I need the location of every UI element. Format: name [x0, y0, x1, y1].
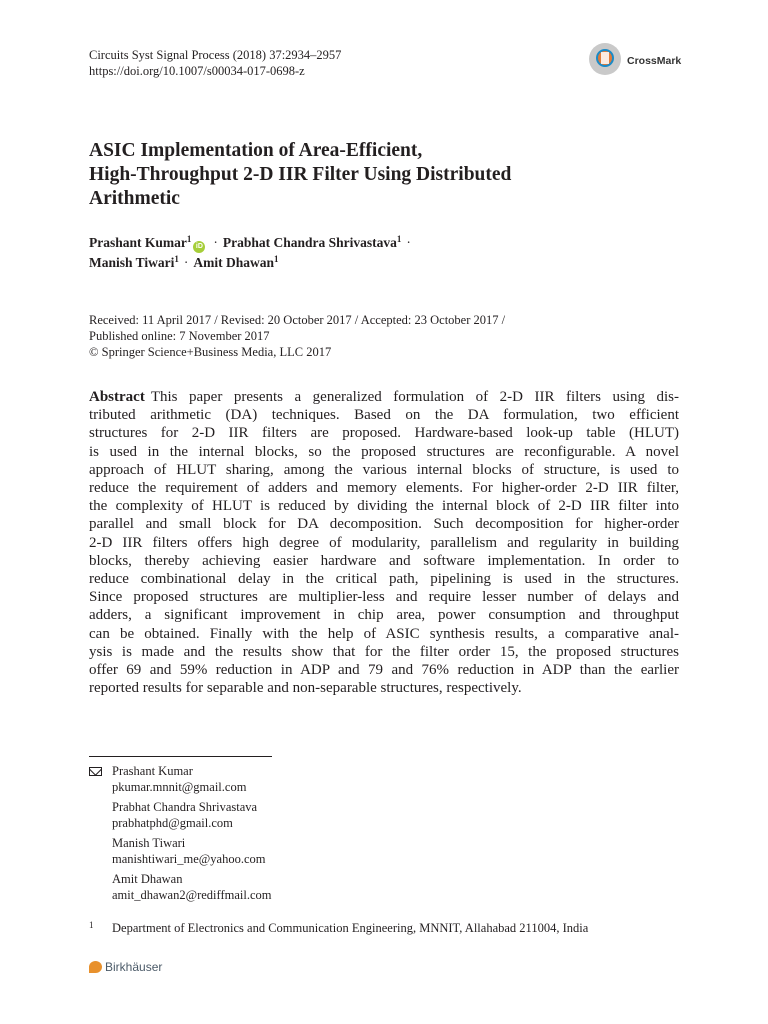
- title-line: ASIC Implementation of Area-Efficient,: [89, 140, 423, 161]
- envelope-icon: [89, 767, 102, 776]
- abstract-line: reduce combinational delay in the critical path, pipelining is used in the structures.: [89, 571, 679, 588]
- author-name[interactable]: Manish Tiwari: [89, 255, 175, 270]
- abstract-line: parallel and small block for DA decomposition. Such decomposition for higher-order: [89, 516, 679, 533]
- copyright-line: © Springer Science+Business Media, LLC 2017: [89, 345, 332, 359]
- doi-link[interactable]: https://doi.org/10.1007/s00034-017-0698-z: [89, 64, 305, 78]
- affiliation-number: 1: [89, 920, 94, 930]
- abstract-line: adders, a significant improvement in chip area, power consumption and throughput: [89, 607, 679, 624]
- abstract-line: 2-D IIR filters offers high degree of modularity, parallelism and regularity in building: [89, 534, 679, 551]
- title-line: High-Throughput 2-D IIR Filter Using Distributed: [89, 164, 512, 185]
- contact-name: Prashant Kumar: [112, 764, 193, 778]
- abstract-label: Abstract: [89, 389, 145, 405]
- contact-name: Amit Dhawan: [112, 872, 183, 886]
- dates-line: Published online: 7 November 2017: [89, 329, 270, 343]
- orcid-icon[interactable]: iD: [193, 241, 205, 253]
- author-name[interactable]: Amit Dhawan: [193, 255, 275, 270]
- author-affiliation-mark: 1: [396, 234, 402, 244]
- publisher-logo: [89, 960, 162, 974]
- dates-line: Received: 11 April 2017 / Revised: 20 October 2017 / Accepted: 23 October 2017 /: [89, 313, 506, 327]
- contact-entry: [89, 800, 272, 831]
- abstract-line: Since proposed structures are multiplier-less and require lesser number of delays and: [89, 589, 679, 606]
- author-separator: ·: [406, 235, 411, 250]
- author-affiliation-mark: 1: [186, 234, 192, 244]
- author-name[interactable]: Prashant Kumar: [89, 235, 187, 250]
- abstract-line: This paper presents a generalized formulation of 2-D IIR filters using dis-: [150, 389, 679, 405]
- contact-entry: [89, 836, 272, 867]
- abstract-line: the complexity of HLUT is reduced by dividing the internal block of 2-D IIR filter into: [89, 498, 679, 515]
- author-name[interactable]: Prabhat Chandra Shrivastava: [222, 235, 397, 250]
- author-list: [89, 233, 416, 272]
- contact-list: [89, 764, 272, 908]
- title-line: Arithmetic: [89, 188, 180, 209]
- abstract-line: ysis is made and the results show that for the filter order 15, the proposed structures: [89, 643, 679, 660]
- author-affiliation-mark: 1: [274, 254, 279, 264]
- birkhauser-logo-icon: [89, 961, 102, 973]
- contact-entry: [89, 872, 272, 903]
- affiliation-footnote: [89, 917, 588, 936]
- abstract-line: is used in the internal blocks, so the proposed structures are reconfigurable. A novel: [89, 443, 679, 460]
- abstract-line: offer 69 and 59% reduction in ADP and 79 and 76% reduction in ADP than the earlier: [89, 662, 679, 679]
- abstract-line: blocks, thereby achieving easier hardware and software implementation. In order to: [89, 552, 679, 569]
- abstract-block: [89, 388, 679, 697]
- contact-entry: [89, 764, 272, 795]
- contact-email[interactable]: pkumar.mnnit@gmail.com: [112, 779, 247, 794]
- contact-email[interactable]: amit_dhawan2@rediffmail.com: [112, 887, 272, 902]
- publication-dates: [89, 312, 505, 360]
- crossmark-label: CrossMark: [627, 55, 682, 67]
- journal-citation: Circuits Syst Signal Process (2018) 37:2934–2957: [89, 48, 342, 62]
- abstract-line: tributed arithmetic (DA) techniques. Based on the DA formulation, two efficient: [89, 407, 679, 424]
- author-affiliation-mark: 1: [174, 254, 179, 264]
- abstract-line: structures for 2-D IIR filters are proposed. Hardware-based look-up table (HLUT): [89, 425, 679, 442]
- crossmark-badge[interactable]: [589, 43, 689, 81]
- contact-email[interactable]: prabhatphd@gmail.com: [112, 815, 233, 830]
- abstract-line: reported results for separable and non-separable structures, respectively.: [89, 680, 522, 697]
- abstract-line: approach of HLUT sharing, among the various internal blocks of structure, is used to: [89, 461, 679, 478]
- journal-header: [89, 47, 341, 79]
- contact-name: Prabhat Chandra Shrivastava: [112, 800, 258, 814]
- publisher-name: Birkhäuser: [105, 960, 163, 974]
- contact-email[interactable]: manishtiwari_me@yahoo.com: [112, 851, 266, 866]
- author-separator: ·: [183, 255, 189, 270]
- paper-title: [89, 139, 689, 211]
- abstract-line: can be obtained. Finally with the help of ASIC synthesis results, a comparative anal-: [89, 625, 679, 642]
- crossmark-icon: [589, 43, 621, 75]
- affiliation-text: Department of Electronics and Communication Engineering, MNNIT, Allahabad 211004, India: [112, 921, 589, 935]
- abstract-line: reduce the requirement of adders and memory elements. For higher-order 2-D IIR filter,: [89, 480, 679, 497]
- author-separator: ·: [213, 235, 218, 250]
- contact-name: Manish Tiwari: [112, 836, 186, 850]
- footnote-divider: [89, 756, 272, 757]
